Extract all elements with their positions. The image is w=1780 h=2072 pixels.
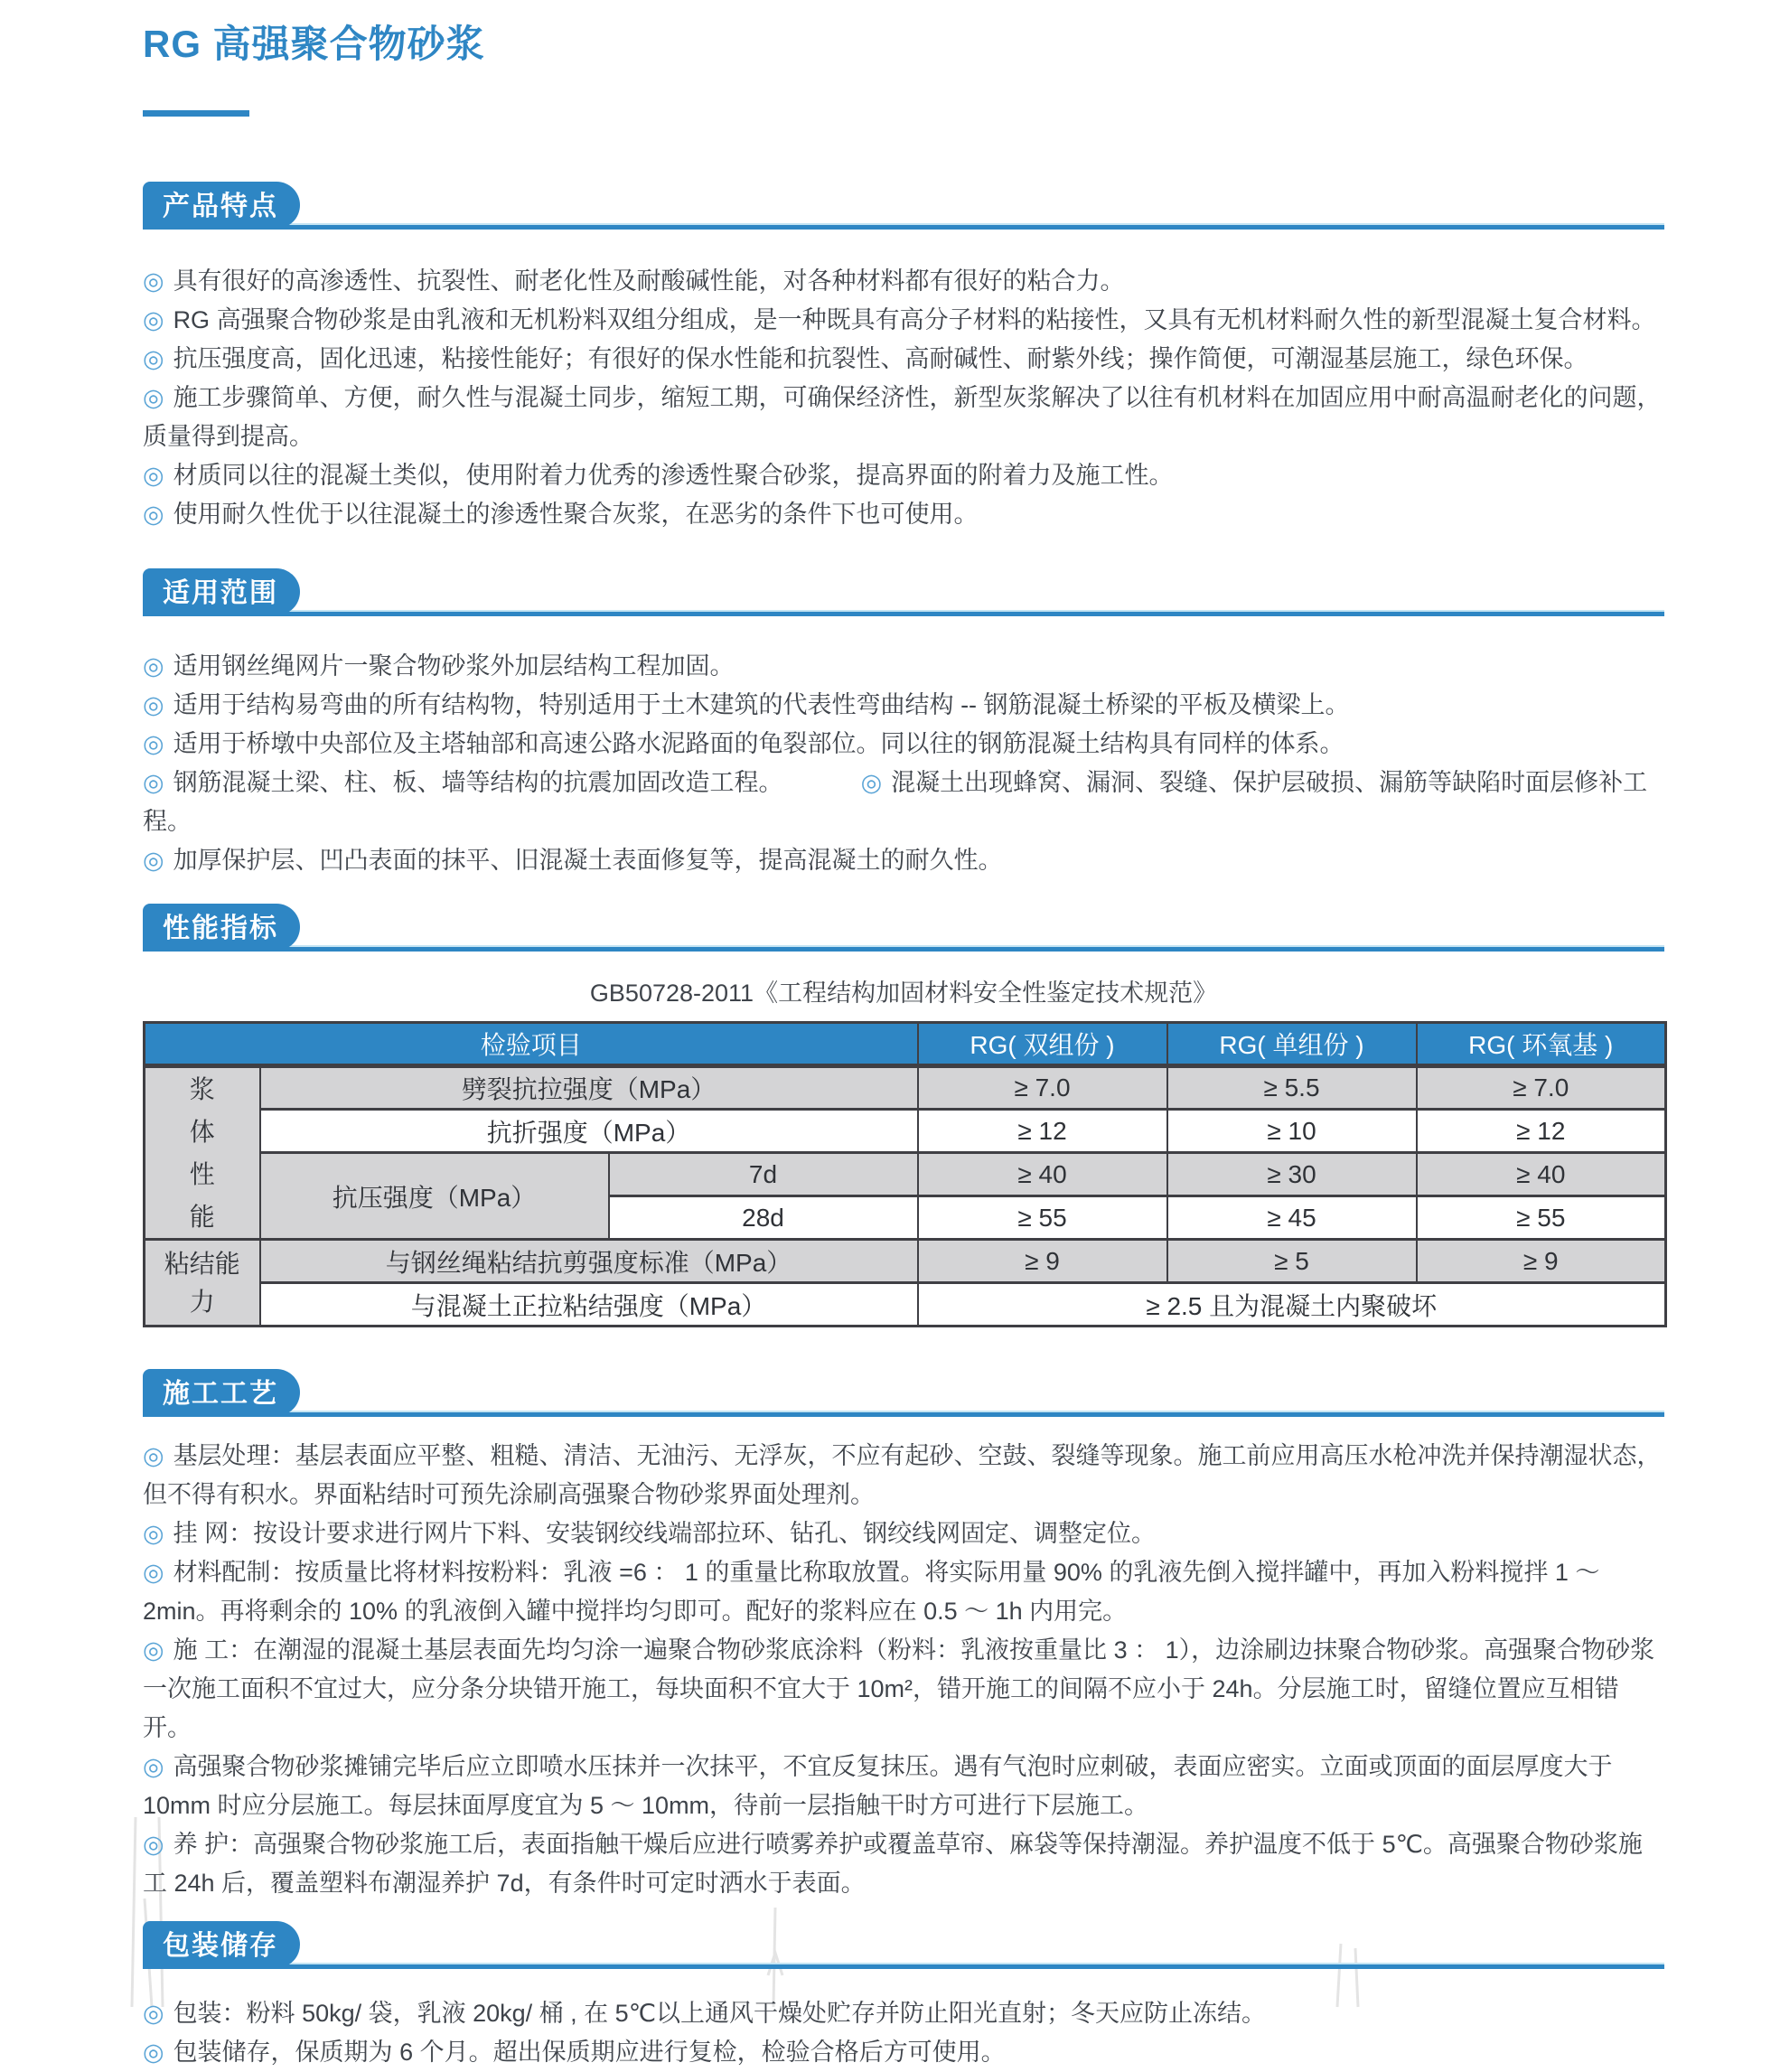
- bullet-icon: ◎: [143, 345, 164, 372]
- table-cell: ≥ 45: [1167, 1196, 1417, 1240]
- list-item-text: 钢筋混凝土梁、柱、板、墙等结构的抗震加固改造工程。: [173, 769, 783, 796]
- features-list: [143, 262, 1664, 534]
- performance-heading-rule: [143, 945, 1664, 952]
- bullet-icon: ◎: [143, 267, 164, 295]
- row-group-label: 浆体性能: [145, 1066, 260, 1240]
- features-heading-rule: [143, 223, 1664, 230]
- scope-heading-rule: [143, 610, 1664, 616]
- table-row: [145, 1283, 1666, 1327]
- table-cell: ≥ 12: [918, 1110, 1167, 1153]
- table-cell: 抗折强度（MPa）: [260, 1110, 918, 1153]
- list-item: [143, 1514, 1664, 1553]
- list-item-text: 混凝土出现蜂窝、漏洞、裂缝、保护层破损、漏筋等缺陷时面层修补工程。: [143, 769, 1648, 835]
- table-header-cell: RG( 双组份 ): [918, 1023, 1167, 1066]
- table-cell: ≥ 9: [1417, 1240, 1666, 1283]
- table-cell: 与钢丝绳粘结抗剪强度标准（MPa）: [260, 1240, 918, 1283]
- table-header-row: [145, 1023, 1666, 1066]
- list-item-text: 使用耐久性优于以往混凝土的渗透性聚合灰浆，在恶劣的条件下也可使用。: [173, 501, 979, 528]
- bullet-icon: ◎: [143, 769, 164, 796]
- list-item-text: 适用于结构易弯曲的所有结构物，特别适用于土木建筑的代表性弯曲结构 -- 钢筋混凝土桥梁的平板及横梁上。: [173, 691, 1350, 718]
- bullet-icon: ◎: [143, 462, 164, 489]
- table-cell: ≥ 30: [1167, 1153, 1417, 1196]
- list-item-text: 材料配制：按质量比将材料按粉料：乳液 =6 ： 1 的重量比称取放置。将实际用量 90% 的乳液先倒入搅拌罐中，再加入粉料搅拌 1 ～ 2min。再将剩余的 10% 的乳液倒入罐中搅拌均匀即可。配好的浆料应在 0.5 ～ 1h 内用完。: [143, 1559, 1600, 1625]
- table-row: [145, 1240, 1666, 1283]
- bullet-icon: ◎: [143, 1520, 164, 1547]
- process-list: [143, 1437, 1664, 1903]
- bullet-icon: ◎: [143, 1636, 164, 1664]
- list-item: [143, 340, 1664, 379]
- section-heading-scope: [143, 568, 1664, 616]
- list-item: [143, 262, 1664, 301]
- bullet-icon: ◎: [143, 384, 164, 411]
- list-item: [143, 495, 1664, 534]
- table-cell: ≥ 10: [1167, 1110, 1417, 1153]
- table-cell: ≥ 12: [1417, 1110, 1666, 1153]
- table-header-cell: RG( 环氧基 ): [1417, 1023, 1666, 1066]
- bullet-icon: ◎: [143, 691, 164, 718]
- bullet-icon: ◎: [860, 769, 883, 796]
- scope-heading-badge: 适用范围: [143, 568, 300, 615]
- section-heading-process: [143, 1369, 1664, 1417]
- list-item-text: 具有很好的高渗透性、抗裂性、耐老化性及耐酸碱性能，对各种材料都有很好的粘合力。: [173, 267, 1125, 295]
- table-cell: ≥ 5.5: [1167, 1066, 1417, 1110]
- list-item-text: 包装储存，保质期为 6 个月。超出保质期应进行复检，检验合格后方可使用。: [173, 2039, 1006, 2066]
- list-item: [143, 456, 1664, 495]
- section-heading-packaging: [143, 1921, 1664, 1969]
- page-title: RG 高强聚合物砂浆: [143, 23, 485, 65]
- list-item-text: 基层处理：基层表面应平整、粗糙、清洁、无油污、无浮灰，不应有起砂、空鼓、裂缝等现象。施工前应用高压水枪冲洗并保持潮湿状态，但不得有积水。界面粘结时可预先涂刷高强聚合物砂浆界面处理剂。: [143, 1442, 1662, 1508]
- packaging-heading-badge: 包装储存: [143, 1921, 300, 1968]
- bullet-icon: ◎: [143, 1753, 164, 1780]
- list-item: [143, 301, 1664, 340]
- list-item-text: 挂 网：按设计要求进行网片下料、安装钢绞线端部拉环、钻孔、钢绞线网固定、调整定位。: [173, 1520, 1157, 1547]
- table-cell: ≥ 7.0: [1417, 1066, 1666, 1110]
- table-row: [145, 1066, 1666, 1110]
- list-item: [143, 1437, 1664, 1514]
- packaging-heading-rule: [143, 1963, 1664, 1969]
- bullet-icon: ◎: [143, 652, 164, 680]
- table-cell: ≥ 2.5 且为混凝土内聚破坏: [918, 1283, 1666, 1327]
- table-caption: GB50728-2011《工程结构加固材料安全性鉴定技术规范》: [589, 980, 1218, 1007]
- list-item-text: RG 高强聚合物砂浆是由乳液和无机粉料双组分组成，是一种既具有高分子材料的粘接性，又具有无机材料耐久性的新型混凝土复合材料。: [173, 306, 1656, 333]
- section-heading-performance: [143, 904, 1664, 952]
- list-item-text: 高强聚合物砂浆摊铺完毕后应立即喷水压抹并一次抹平，不宜反复抹压。遇有气泡时应刺破，表面应密实。立面或顶面的面层厚度大于 10mm 时应分层施工。每层抹面厚度宜为 5 ～ 10mm，待前一层指触干时方可进行下层施工。: [143, 1753, 1613, 1819]
- list-item: [143, 764, 1664, 841]
- table-header-cell: 检验项目: [145, 1023, 918, 1066]
- list-item-text: 适用于桥墩中央部位及主塔轴部和高速公路水泥路面的龟裂部位。同以往的钢筋混凝土结构具有同样的体系。: [173, 730, 1344, 757]
- table-cell: ≥ 55: [1417, 1196, 1666, 1240]
- scope-list: [143, 647, 1664, 880]
- table-cell: 与混凝土正拉粘结强度（MPa）: [260, 1283, 918, 1327]
- table-cell: 7d: [609, 1153, 918, 1196]
- table-header-cell: RG( 单组份 ): [1167, 1023, 1417, 1066]
- list-item: [143, 841, 1664, 880]
- list-item-text: 包装：粉料 50kg/ 袋，乳液 20kg/ 桶 , 在 5℃以上通风干燥处贮存并防止阳光直射；冬天应防止冻结。: [173, 2000, 1267, 2027]
- packaging-list: [143, 1994, 1664, 2072]
- table-cell: ≥ 7.0: [918, 1066, 1167, 1110]
- table-cell: ≥ 55: [918, 1196, 1167, 1240]
- list-item: [143, 725, 1664, 764]
- bullet-icon: ◎: [143, 730, 164, 757]
- process-heading-rule: [143, 1411, 1664, 1417]
- list-item-text: 施工步骤简单、方便，耐久性与混凝土同步，缩短工期，可确保经济性，新型灰浆解决了以往有机材料在加固应用中耐高温耐老化的问题，质量得到提高。: [143, 384, 1662, 450]
- bullet-icon: ◎: [143, 1831, 164, 1858]
- list-item: [143, 2033, 1664, 2072]
- list-item: [143, 1825, 1664, 1903]
- list-item-text: 适用钢丝绳网片一聚合物砂浆外加层结构工程加固。: [173, 652, 735, 680]
- table-cell: 28d: [609, 1196, 918, 1240]
- list-item-text: 施 工：在潮湿的混凝土基层表面先均匀涂一遍聚合物砂浆底涂料（粉料：乳液按重量比 3 ： 1），边涂刷边抹聚合物砂浆。高强聚合物砂浆一次施工面积不宜过大，应分条分块错开施工，每块面积不宜大于 10m²，错开施工的间隔不应小于 24h。分层施工时，留缝位置应互相错开。: [143, 1636, 1655, 1741]
- table-cell: ≥ 9: [918, 1240, 1167, 1283]
- table-cell: 抗压强度（MPa）: [260, 1153, 609, 1240]
- table-cell: 劈裂抗拉强度（MPa）: [260, 1066, 918, 1110]
- bullet-icon: ◎: [143, 847, 164, 874]
- table-cell: ≥ 40: [918, 1153, 1167, 1196]
- list-item: [143, 1553, 1664, 1631]
- bullet-icon: ◎: [143, 306, 164, 333]
- list-item-text: 养 护：高强聚合物砂浆施工后，表面指触干燥后应进行喷雾养护或覆盖草帘、麻袋等保持潮湿。养护温度不低于 5℃。高强聚合物砂浆施工 24h 后，覆盖塑料布潮湿养护 7d，有条件时可定时洒水于表面。: [143, 1831, 1643, 1897]
- row-group-label: 粘结能力: [145, 1240, 260, 1327]
- performance-heading-badge: 性能指标: [143, 904, 300, 951]
- list-item: [143, 1994, 1664, 2033]
- list-item: [143, 1631, 1664, 1748]
- bullet-icon: ◎: [143, 501, 164, 528]
- list-item: [143, 647, 1664, 686]
- table-cell: ≥ 40: [1417, 1153, 1666, 1196]
- title-underline: [143, 110, 249, 117]
- list-item: [143, 1748, 1664, 1825]
- table-row: [145, 1110, 1666, 1153]
- section-heading-features: [143, 182, 1664, 230]
- table-cell: ≥ 5: [1167, 1240, 1417, 1283]
- list-item-text: 材质同以往的混凝土类似，使用附着力优秀的渗透性聚合砂浆，提高界面的附着力及施工性。: [173, 462, 1174, 489]
- bullet-icon: ◎: [143, 1442, 164, 1469]
- list-item-text: 抗压强度高，固化迅速，粘接性能好；有很好的保水性能和抗裂性、高耐碱性、耐紫外线；操作简便，可潮湿基层施工，绿色环保。: [173, 345, 1588, 372]
- bullet-icon: ◎: [143, 2000, 164, 2027]
- list-item-text: 加厚保护层、凹凸表面的抹平、旧混凝土表面修复等，提高混凝土的耐久性。: [173, 847, 1003, 874]
- bullet-icon: ◎: [143, 1559, 164, 1586]
- process-heading-badge: 施工工艺: [143, 1369, 300, 1416]
- list-item: [143, 379, 1664, 456]
- bullet-icon: ◎: [143, 2039, 164, 2066]
- features-heading-badge: 产品特点: [143, 182, 300, 229]
- performance-table: [143, 1021, 1667, 1327]
- table-row: [145, 1153, 1666, 1196]
- list-item: [143, 686, 1664, 725]
